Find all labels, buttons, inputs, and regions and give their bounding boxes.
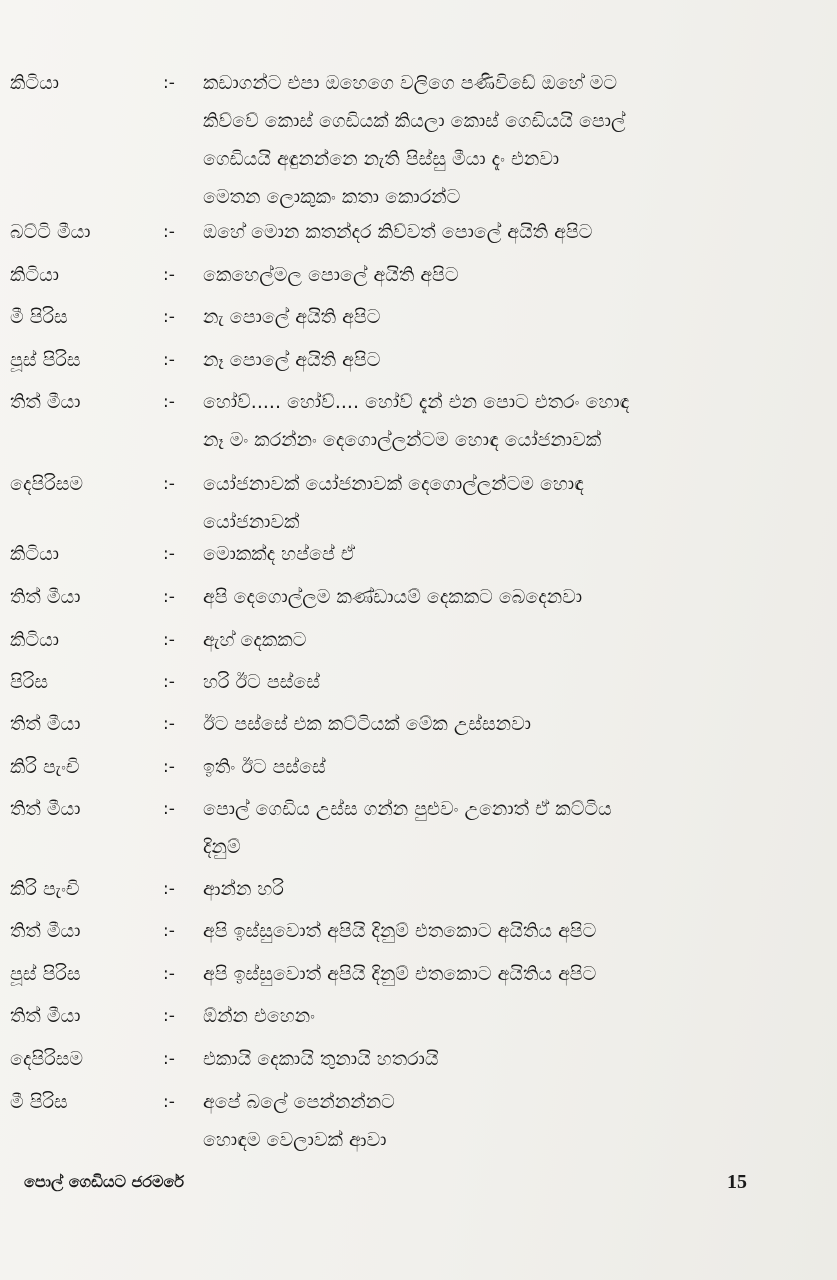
dialogue-row — [0, 383, 837, 459]
speaker-name: තිත් මීයා — [10, 391, 81, 413]
dialogue-line: නෑ පොලේ අයිති අපිට — [203, 349, 381, 371]
dialogue-row — [0, 955, 837, 993]
dialogue-line: අපි දෙගොල්ලම කණ්ඩායම් දෙකකට බෙදෙනවා — [203, 586, 583, 608]
dialogue-line: ගෙඩියයි අඳුනන්නෙ නැති පිස්සු මීයා දැං එනවා — [203, 148, 560, 170]
dialogue-line: නෑ මං කරන්නං දෙගොල්ලන්ටම හොඳ යෝජනාවක් — [203, 429, 602, 451]
speaker-name: දෙපිරිසම — [10, 1048, 84, 1070]
page-number: 15 — [727, 1171, 747, 1193]
dialogue-line: එකායි දෙකායි තුනායි හතරායි — [203, 1048, 439, 1070]
dialogue-row — [0, 213, 837, 251]
speaker-name: තිත් මීයා — [10, 798, 81, 820]
dialogue-line: පොල් ගෙඩිය උස්ස ගන්න පුළුවං උනොත් ඒ කට්ටිය — [203, 798, 612, 820]
dialogue-row — [0, 256, 837, 294]
speaker-separator: :- — [163, 714, 175, 734]
dialogue-line: ඊට පස්සේ එක කට්ටියක් මේක උස්සනවා — [203, 713, 531, 735]
speaker-separator: :- — [163, 544, 175, 564]
speaker-separator: :- — [163, 350, 175, 370]
dialogue-row — [0, 912, 837, 950]
speaker-name: කිටියා — [10, 72, 60, 94]
dialogue-line: අපි ඉස්සුවොත් අපියි දිනුම් එතකොට අයිතිය අපිට — [203, 920, 597, 942]
speaker-name: මී පිරිස — [10, 306, 68, 328]
dialogue-row — [0, 705, 837, 743]
speaker-separator: :- — [163, 964, 175, 984]
dialogue-row — [0, 578, 837, 616]
dialogue-row — [0, 663, 837, 701]
speaker-separator: :- — [163, 222, 175, 242]
dialogue-row — [0, 748, 837, 786]
dialogue-line: කඩාගන්ට එපා ඔහෙගෙ වලිගෙ පණිවිඩේ ඔහේ මට — [203, 72, 617, 94]
speaker-separator: :- — [163, 307, 175, 327]
speaker-name: තිත් මීයා — [10, 713, 81, 735]
speaker-name: කිරි පැංචි — [10, 756, 80, 778]
dialogue-row — [0, 1040, 837, 1078]
dialogue-row — [0, 1083, 837, 1159]
dialogue-line: මොකක්ද හප්පේ ඒ — [203, 543, 356, 565]
dialogue-line: අපි ඉස්සුවොත් අපියි දිනුම් එතකොට අයිතිය අපිට — [203, 963, 597, 985]
speaker-name: කිටියා — [10, 264, 60, 286]
speaker-separator: :- — [163, 921, 175, 941]
speaker-name: පූස් පිරිස — [10, 349, 81, 371]
speaker-name: තිත් මීයා — [10, 920, 81, 942]
dialogue-line: නැ පොලේ අයිති අපිට — [203, 306, 381, 328]
dialogue-line: හරි ඊට පස්සේ — [203, 671, 320, 693]
speaker-separator: :- — [163, 474, 175, 494]
dialogue-line: හොඳම වෙලාවක් ආවා — [203, 1129, 387, 1151]
dialogue-line: කිව්වේ කොස් ගෙඩියක් කියලා කොස් ගෙඩියයි පොල් — [203, 110, 626, 132]
dialogue-line: මෙතන ලොකුකං කතා කොරන්ට — [203, 186, 461, 208]
speaker-name: කිරි පැංචි — [10, 878, 80, 900]
dialogue-row — [0, 341, 837, 379]
dialogue-row — [0, 535, 837, 573]
speaker-name: මී පිරිස — [10, 1091, 68, 1113]
dialogue-row — [0, 298, 837, 336]
dialogue-line: ඇහ් දෙකකට — [203, 629, 307, 651]
dialogue-row — [0, 465, 837, 541]
speaker-separator: :- — [163, 587, 175, 607]
dialogue-line: යෝජනාවක් — [203, 511, 300, 533]
dialogue-line: කෙහෙල්මල පොලේ අයිති අපිට — [203, 264, 459, 286]
speaker-separator: :- — [163, 73, 175, 93]
speaker-name: පූස් පිරිස — [10, 963, 81, 985]
dialogue-line: ඕන්න එහෙනං — [203, 1005, 315, 1027]
speaker-separator: :- — [163, 757, 175, 777]
speaker-separator: :- — [163, 672, 175, 692]
speaker-separator: :- — [163, 1006, 175, 1026]
speaker-name: කිටියා — [10, 543, 60, 565]
dialogue-row — [0, 997, 837, 1035]
speaker-name: දෙපිරිසම — [10, 473, 84, 495]
dialogue-line: හෝව්..... හෝව්.... හෝව් දැන් එන පොට එතරං හොඳ — [203, 391, 630, 413]
speaker-separator: :- — [163, 799, 175, 819]
dialogue-line: දිනුම් — [203, 836, 241, 858]
speaker-name: තිත් මීයා — [10, 1005, 81, 1027]
dialogue-line: ඔහේ මොන කතන්දර කිව්වත් පොලේ අයිති අපිට — [203, 221, 593, 243]
dialogue-row — [0, 790, 837, 866]
dialogue-line: අපේ බලේ පෙන්නන්නට — [203, 1091, 395, 1113]
speaker-name: පිරිස — [10, 671, 49, 693]
speaker-separator: :- — [163, 630, 175, 650]
dialogue-line: ආන්න හරි — [203, 878, 284, 900]
speaker-separator: :- — [163, 392, 175, 412]
dialogue-line: ඉතිං ඊට පස්සේ — [203, 756, 326, 778]
dialogue-row — [0, 621, 837, 659]
dialogue-row — [0, 64, 837, 216]
book-title-footer: පොල් ගෙඩියට ජරමරේ — [24, 1172, 185, 1191]
speaker-separator: :- — [163, 1092, 175, 1112]
speaker-separator: :- — [163, 265, 175, 285]
dialogue-row — [0, 870, 837, 908]
speaker-name: තිත් මීයා — [10, 586, 81, 608]
speaker-name: බට්ටි මීයා — [10, 221, 91, 243]
speaker-separator: :- — [163, 1049, 175, 1069]
dialogue-line: යෝජනාවක් යෝජනාවක් දෙගොල්ලන්ටම හොඳ — [203, 473, 584, 495]
speaker-name: කිටියා — [10, 629, 60, 651]
speaker-separator: :- — [163, 879, 175, 899]
